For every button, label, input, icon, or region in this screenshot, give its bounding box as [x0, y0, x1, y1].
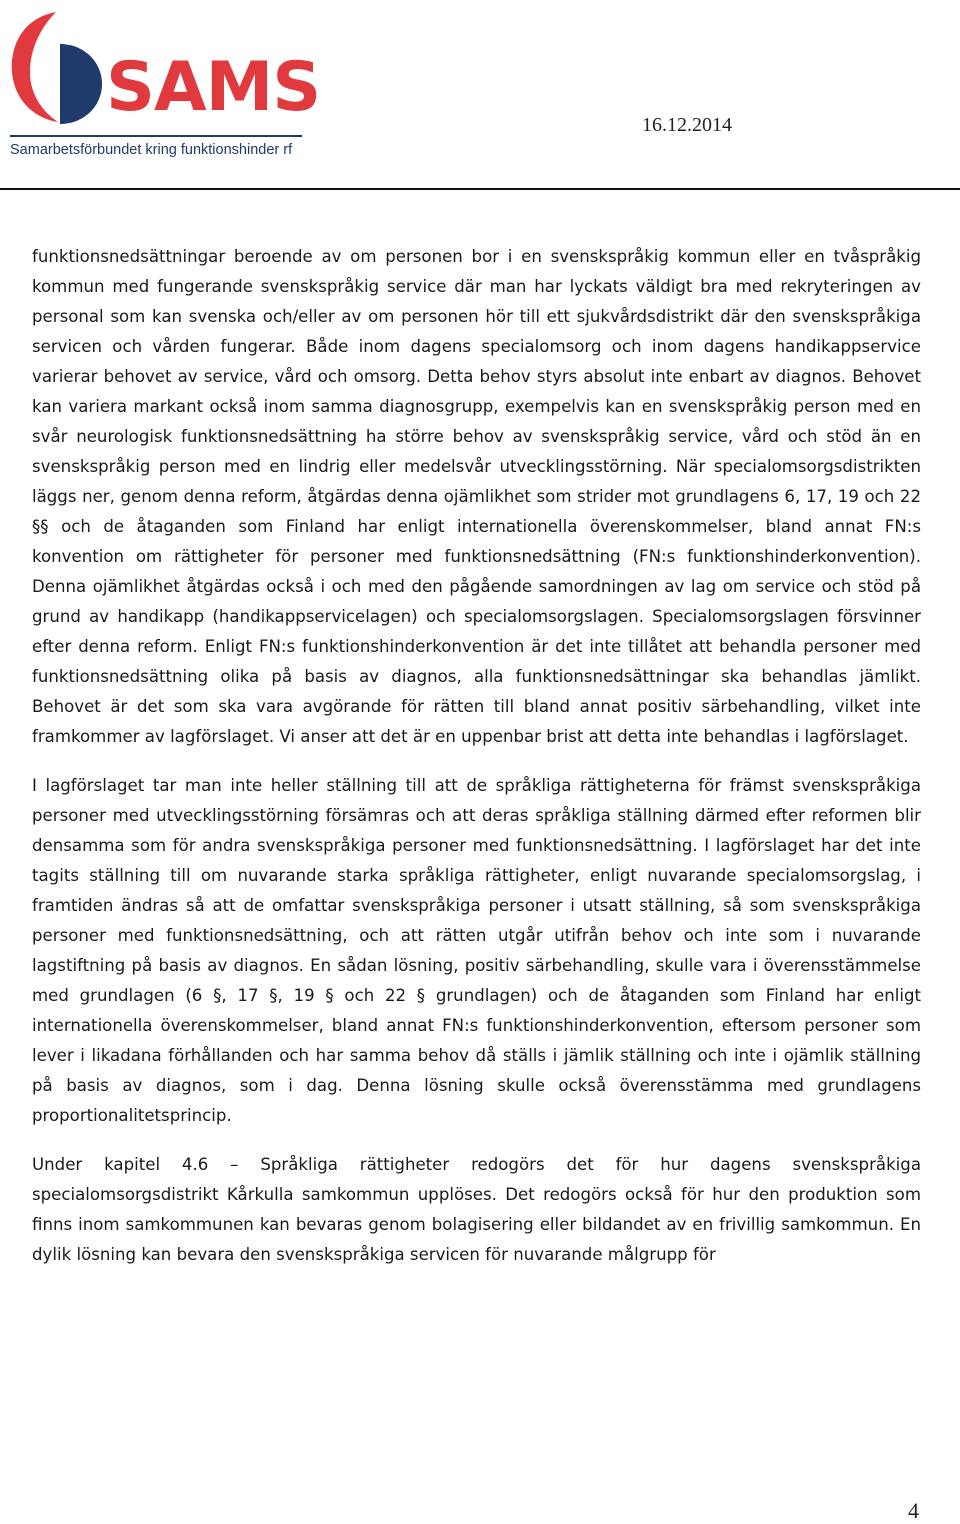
document-date: 16.12.2014: [642, 114, 732, 136]
logo-divider: [10, 135, 302, 137]
logo-wordmark: SAMS: [106, 48, 321, 127]
body-paragraph-3: Under kapitel 4.6 – Språkliga rättigheter redogörs det för hur dagens svenskspråkiga specialomsorgsdistrikt Kårkulla samkommun upplöses. Det redogörs också för hur den produktion som finns inom samkommunen kan bevaras genom bolagisering eller bildandet av en frivillig samkommun. En dylik lösning kan bevara den svenskspråkiga servicen för nuvarande målgrupp för: [32, 1155, 921, 1264]
sams-logo-mark-icon: [6, 6, 116, 131]
logo-tagline: Samarbetsförbundet kring funktionshinder rf: [10, 142, 293, 158]
header-divider: [0, 188, 960, 190]
page-header: [0, 0, 960, 192]
body-paragraph-1: funktionsnedsättningar beroende av om personen bor i en svenskspråkig kommun eller en tvåspråkig kommun med fungerande svenskspråkig service där man har lyckats väldigt bra med rekryteringen av personal som kan svenska och/eller av om personen hör till ett sjukvårdsdistrikt där den svenskspråkiga servicen och vården fungerar. Både inom dagens specialomsorg och inom dagens handikappservice varierar behovet av service, vård och omsorg. Detta behov styrs absolut inte enbart av diagnos. Behovet kan variera markant också inom samma diagnosgrupp, exempelvis kan en svenskspråkig person med en svår neurologisk funktionsnedsättning ha större behov av svenskspråkig service, vård och stöd än en svenskspråkig person med en lindrig eller medelsvår utvecklingsstörning. När specialomsorgsdistrikten läggs ner, genom denna reform, åtgärdas denna ojämlikhet som strider mot grundlagens 6, 17, 19 och 22 §§ och de åtaganden som Finland har enligt internationella överenskommelser, bland annat FN:s konvention om rättigheter för personer med funktionsnedsättning (FN:s funktionshinderkonvention). Denna ojämlikhet åtgärdas också i och med den pågående samordningen av lag om service och stöd på grund av handikapp (handikappservicelagen) och specialomsorgslagen. Specialomsorgslagen försvinner efter denna reform. Enligt FN:s funktionshinderkonvention är det inte tillåtet att behandla personer med funktionsnedsättning olika på basis av diagnos, alla funktionsnedsättningar ska behandlas jämlikt. Behovet är det som ska vara avgörande för rätten till bland annat positiv särbehandling, vilket inte framkommer av lagförslaget. Vi anser att det är en uppenbar brist att detta inte behandlas i lagförslaget.: [32, 247, 921, 746]
sams-logo: [6, 6, 321, 164]
document-body: [32, 242, 921, 1289]
page-number: 4: [908, 1498, 919, 1523]
body-paragraph-2: I lagförslaget tar man inte heller ställning till att de språkliga rättigheterna för främst svenskspråkiga personer med utvecklingsstörning försämras och att deras språkliga ställning därmed efter reformen blir densamma som för andra svenskspråkiga personer med funktionsnedsättning. I lagförslaget har det inte tagits ställning till om nuvarande starka språkliga rättigheter, enligt nuvarande specialomsorgslag, i framtiden ändras så att de omfattar svenskspråkiga personer i utsatt ställning, så som svenskspråkiga personer med funktionsnedsättning, och att rätten utgår utifrån behov och inte som i nuvarande lagstiftning på basis av diagnos. En sådan lösning, positiv särbehandling, skulle vara i överensstämmelse med grundlagen (6 §, 17 §, 19 § och 22 § grundlagen) och de åtaganden som Finland har enligt internationella överenskommelser, bland annat FN:s funktionshinderkonvention, eftersom personer som lever i likadana förhållanden och har samma behov då ställs i jämlik ställning och inte i ojämlik ställning på basis av diagnos, som i dag. Denna lösning skulle också överensstämma med grundlagens proportionalitetsprincip.: [32, 776, 921, 1125]
